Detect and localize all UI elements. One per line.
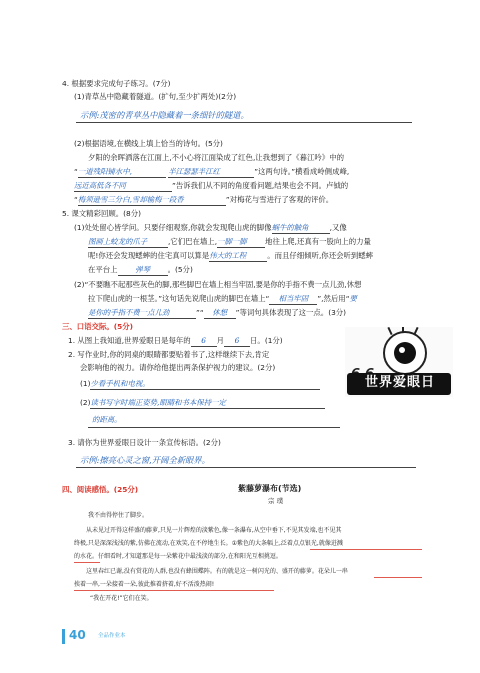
s3-answer-month: 6 [191, 336, 217, 347]
passage-author: 宗 璞 [268, 497, 284, 505]
q5-line-2: 图画上蛟龙的爪子 ,它们巴在墙上,一脚一脚 地往上爬,还真有一股向上的力量 [88, 237, 371, 246]
answer-line [76, 122, 412, 123]
q5-line-6: 拉下爬山虎的一根茎。”这句话先说爬山虎的脚巴在墙上“ 相当牢固 ”,然后用“要 [88, 294, 357, 303]
passage-p2-line-2: 终极,只是深深浅浅的紫,仿佛在流动,在欢笑,在不停地生长。①紫色的大条幅上,泛着点点银光,就像迸溅 [74, 540, 343, 547]
q5-answer-4: 伟大的工程 [209, 251, 267, 262]
s3-answer-suggestion-2: 读书写字时端正姿势,眼睛和书本保持一定 [90, 398, 325, 409]
footer-accent-bar [62, 629, 65, 644]
underline-mark [74, 590, 274, 591]
q4-line-4: “梅须逊雪三分白,雪却输梅一段香 ”对梅花与雪进行了客观的评价。 [74, 195, 334, 204]
s3-suggestion-2: (2)读书写字时端正姿势,眼睛和书本保持一定 [80, 398, 325, 409]
q5-answer-6: 相当牢固 [269, 294, 317, 305]
q5-answer-3: 一脚一脚 [217, 237, 265, 248]
s3-q1: 1. 从图上我知道,世界爱眼日是每年的 6 月 6 日。(1分) [68, 336, 283, 345]
passage-p2-line-1: 从未见过开得这样盛的藤萝,只见一片辉煌的淡紫色,像一条瀑布,从空中垂下,不见其发端,也不见其 [86, 527, 342, 534]
q5-answer-5: 弹琴 [118, 265, 168, 276]
passage-p3-line-1: 这里春红已谢,没有赏花的人群,也没有蜂围蝶阵。有的就是这一树闪光的、盛开的藤萝。花朵儿一串 [86, 568, 348, 575]
q5-line-1: (1)处处留心皆学问。只要仔细观察,你就会发现爬山虎的脚像蜗牛的触角 ,又像 [74, 223, 347, 232]
eye-day-poster [345, 327, 453, 397]
s3-q2-line-2: 会影响他的视力。请你给他提出两条保护视力的建议。(2分) [80, 363, 276, 372]
poster-title: 世界爱眼日 [365, 375, 436, 390]
q5-answer-8: 是你的手指不费一点儿劲 [88, 308, 196, 319]
q4-line-3: 远近高低各不同 ”告诉我们从不同的角度看问题,结果也会不同。卢钺的 [74, 181, 349, 190]
q4-answer-4: 梅须逊雪三分白,雪却输梅一段香 [78, 195, 226, 206]
passage-p3-line-2: 挨着一串,一朵接着一朵,彼此推着挤着,好不活泼热闹! [74, 581, 215, 588]
s3-answer-suggestion-1: 少看手机和电视。 [90, 379, 320, 390]
q5-answer-2: 图画上蛟龙的爪子 [88, 237, 168, 248]
underline-mark [74, 562, 100, 563]
q4-answer-1: 示例:茂密的青草丛中隐藏着一条细针的隧道。 [80, 110, 249, 120]
s3-suggestion-1: (1)少看手机和电视。 [80, 379, 320, 390]
q5-answer-7: 要 [349, 294, 357, 303]
q5-title: 5. 课文精彩回顾。(8分) [62, 209, 141, 218]
passage-paragraph-1: 我不由得停住了脚步。 [88, 512, 149, 519]
q5-line-7: 是你的手指不费一点儿劲 ”“ 休想 ”等词句具体表现了这一点。(3分) [88, 308, 347, 317]
passage-p2-line-3: 的水花。仔细看时,才知道那是每一朵紫花中最浅淡的部分,在和阳光互相挑逗。 [74, 553, 282, 560]
q4-prompt-1: (1)青草丛中隐藏着隧道。(扩句,至少扩两处)(2分) [74, 92, 237, 101]
passage-paragraph-4: “我在开花!”它们在笑。 [90, 595, 153, 602]
pupil [394, 342, 416, 364]
eye-icon [383, 331, 427, 375]
underline-mark [374, 577, 422, 578]
s3-answer-slogan: 示例:擦亮心灵之窗,开阔全新眼界。 [80, 455, 210, 465]
brand-label: 全品作业本 [98, 633, 126, 639]
answer-line [88, 427, 340, 428]
page-number: 40 [69, 628, 86, 642]
passage-title: 紫藤萝瀑布(节选) [238, 484, 302, 493]
s3-q3: 3. 请你为世界爱眼日设计一条宣传标语。(2分) [68, 438, 221, 447]
q4-answer-2a: 一道残阳铺水中, [78, 167, 166, 178]
q4-line-2: “一道残阳铺水中, 半江瑟瑟半江红 ”这两句诗。”横看成岭侧成峰, [74, 167, 350, 176]
q5-line-3: 呢!你还会发现蟋蟀的住宅真可以算是伟大的工程 。而且仔细倾听,你还会听到蟋蟀 [88, 251, 374, 260]
underline-mark [310, 549, 422, 550]
s3-answer-day: 6 [224, 336, 250, 347]
q4-line-1: 夕阳的余晖洒落在江面上,不小心将江面染成了红色,让我想到了《暮江吟》中的 [88, 153, 344, 162]
q4-prompt-2: (2)根据语境,在横线上填上恰当的诗句。(5分) [74, 139, 223, 148]
q4-answer-2b: 半江瑟瑟半江红 [168, 167, 254, 178]
q5-line-5: (2)“不要瞧不起那些灰色的脚,那些脚巴在墙上相当牢固,要是你的手指不费一点儿劲,休想 [74, 280, 362, 289]
section-4-title: 四、阅读感悟。(25分) [62, 485, 139, 494]
answer-line [76, 467, 416, 468]
poster-banner [347, 373, 451, 395]
q5-answer-1: 蜗牛的触角 [272, 223, 330, 234]
q5-line-4: 在平台上 弹琴 。(5分) [88, 265, 193, 274]
q5-answer-9: 休想 [204, 308, 236, 319]
s3-answer-suggestion-2-cont: 的距离。 [92, 415, 122, 424]
q4-answer-3: 远近高低各不同 [74, 181, 172, 192]
q4-title: 4. 根据要求完成句子练习。(7分) [62, 79, 171, 88]
section-3-title: 三、口语交际。(5分) [62, 322, 134, 331]
s3-q2-line-1: 2. 写作业时,你的同桌的眼睛都要贴着书了,这样继续下去,肯定 [68, 350, 270, 359]
